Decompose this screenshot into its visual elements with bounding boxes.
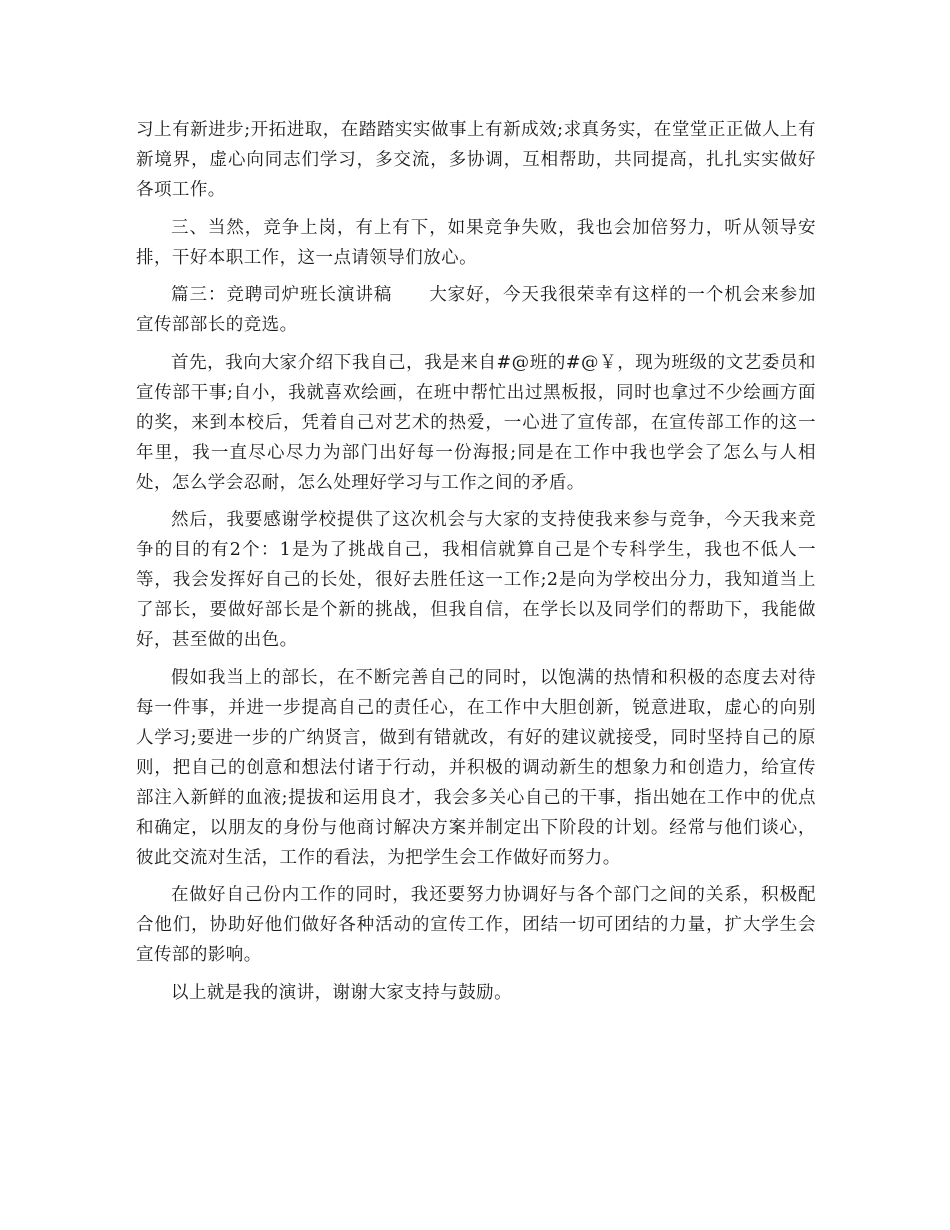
paragraph-1: 习上有新进步;开拓进取，在踏踏实实做事上有新成效;求真务实，在堂堂正正做人上有新境界，虚心向同志们学习，多交流，多协调，互相帮助，共同提高，扎扎实实做好各项工作。: [136, 120, 816, 200]
paragraph-8: 以上就是我的演讲，谢谢大家支持与鼓励。: [171, 982, 513, 1003]
paragraph-2: 三、当然，竞争上岗，有上有下，如果竞争失败，我也会加倍努力，听从领导安排，干好本职工作，这一点请领导们放心。: [136, 217, 816, 268]
paragraph-7: 在做好自己份内工作的同时，我还要努力协调好与各个部门之间的关系，积极配合他们，协助好他们做好各种活动的宣传工作，团结一切可团结的力量，扩大学生会宣传部的影响。: [136, 885, 816, 965]
paragraph-5: 然后，我要感谢学校提供了这次机会与大家的支持使我来参与竞争，今天我来竞争的目的有2个：1是为了挑战自己，我相信就算自己是个专科学生，我也不低人一等，我会发挥好自己的长处，很好去胜任这一工作;2是向为学校出分力，我知道当上了部长，要做好部长是个新的挑战，但我自信，在学长以及同学们的帮助下，我能做好，甚至做的出色。: [136, 510, 816, 650]
paragraph-3: 篇三：竞聘司炉班长演讲稿 大家好，今天我很荣幸有这样的一个机会来参加宣传部部长的竞选。: [136, 285, 816, 335]
document-body: [136, 115, 816, 1015]
paragraph-6: 假如我当上的部长，在不断完善自己的同时，以饱满的热情和积极的态度去对待每一件事，并进一步提高自己的责任心，在工作中大胆创新，锐意进取，虚心的向别人学习;要进一步的广纳贤言，做到有错就改，有好的建议就接受，同时坚持自己的原则，把自己的创意和想法付诸于行动，并积极的调动新生的想象力和创造力，给宣传部注入新鲜的血液;提拔和运用良才，我会多关心自己的干事，指出她在工作中的优点和确定，以朋友的身份与他商讨解决方案并制定出下阶段的计划。经常与他们谈心，彼此交流对生活，工作的看法，为把学生会工作做好而努力。: [136, 667, 816, 868]
paragraph-4: 首先，我向大家介绍下我自己，我是来自#@班的#@￥，现为班级的文艺委员和宣传部干事;自小，我就喜欢绘画，在班中帮忙出过黑板报，同时也拿过不少绘画方面的奖，来到本校后，凭着自己对艺术的热爱，一心进了宣传部，在宣传部工作的这一年里，我一直尽心尽力为部门出好每一份海报;同是在工作中我也学会了怎么与人相处，怎么学会忍耐，怎么处理好学习与工作之间的矛盾。: [136, 352, 816, 493]
